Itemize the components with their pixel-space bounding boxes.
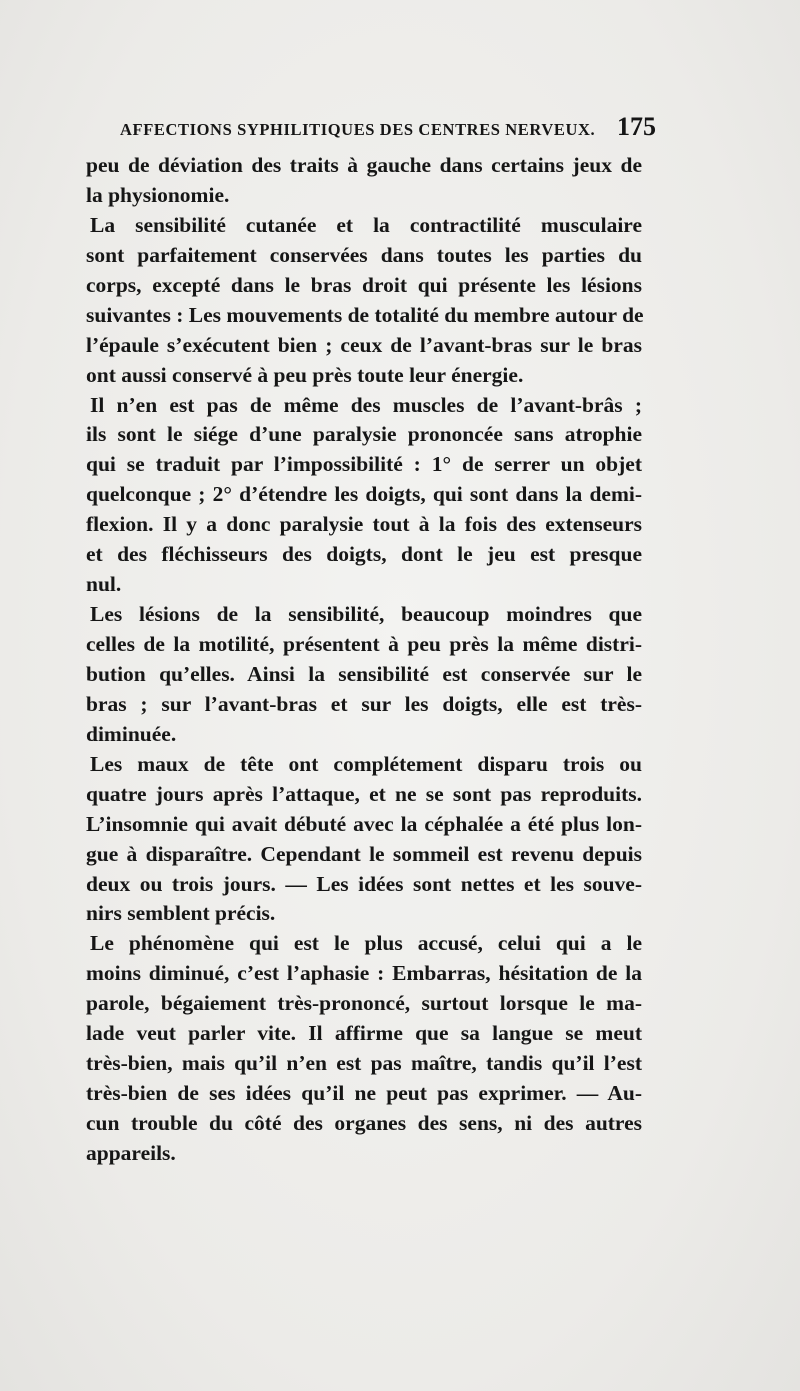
body-text bbox=[86, 151, 642, 1169]
text-line-content: L’insomnie qui avait débuté avec la céphalée a été plus lon- bbox=[86, 811, 642, 836]
text-line-content: appareils. bbox=[86, 1140, 176, 1165]
text-line bbox=[86, 301, 642, 331]
text-line-content: cun trouble du côté des organes des sens, ni des autres bbox=[86, 1111, 642, 1135]
text-line-content: et des fléchisseurs des doigts, dont le jeu est presque bbox=[86, 542, 642, 567]
text-line bbox=[86, 361, 642, 391]
text-line-content: ils sont le siége d’une paralysie prononcée sans atrophie bbox=[86, 422, 642, 447]
page-header bbox=[86, 112, 656, 146]
text-line bbox=[86, 271, 642, 301]
text-line bbox=[86, 450, 642, 480]
text-line-content: quelconque ; 2° d’étendre les doigts, qui sont dans la demi- bbox=[86, 482, 642, 507]
text-line-content: flexion. Il y a donc paralysie tout à la fois des extenseurs bbox=[86, 512, 642, 537]
text-line-content: corps, excepté dans le bras droit qui présente les lésions bbox=[86, 272, 642, 297]
text-line-content: Les lésions de la sensibilité, beaucoup moindres que bbox=[90, 602, 642, 627]
text-line bbox=[86, 630, 642, 660]
text-line-content: deux ou trois jours. — Les idées sont nettes et les souve- bbox=[86, 871, 642, 896]
text-line bbox=[86, 181, 642, 211]
text-line bbox=[86, 690, 642, 720]
text-line bbox=[86, 929, 642, 959]
text-line bbox=[86, 750, 642, 780]
text-line bbox=[86, 1109, 642, 1139]
text-line-content: diminuée. bbox=[86, 721, 177, 746]
text-line-content: lade veut parler vite. Il affirme que sa langue se meut bbox=[86, 1021, 642, 1046]
text-line bbox=[86, 241, 642, 271]
text-line bbox=[86, 480, 642, 510]
text-line bbox=[86, 899, 642, 929]
text-line bbox=[86, 780, 642, 810]
text-line bbox=[86, 989, 642, 1019]
text-line bbox=[86, 211, 642, 241]
text-line-content: Les maux de tête ont complétement disparu trois ou bbox=[90, 751, 642, 776]
page-number: 175 bbox=[617, 112, 656, 141]
text-line-content: nul. bbox=[86, 572, 122, 597]
text-line-content: ont aussi conservé à peu près toute leur énergie. bbox=[86, 362, 524, 387]
text-line bbox=[86, 1019, 642, 1049]
text-line bbox=[86, 540, 642, 570]
running-head: AFFECTIONS SYPHILITIQUES DES CENTRES NERVEUX. bbox=[120, 120, 596, 139]
text-line bbox=[86, 870, 642, 900]
text-line-content: suivantes : Les mouvements de totalité du membre autour de bbox=[86, 302, 644, 327]
text-line bbox=[86, 391, 642, 421]
text-line-content: très-bien de ses idées qu’il ne peut pas exprimer. — Au- bbox=[86, 1081, 642, 1106]
text-line bbox=[86, 570, 642, 600]
text-line bbox=[86, 510, 642, 540]
text-line-content: sont parfaitement conservées dans toutes les parties du bbox=[86, 242, 642, 267]
text-line-content: qui se traduit par l’impossibilité : 1° de serrer un objet bbox=[86, 452, 642, 477]
text-line bbox=[86, 1049, 642, 1079]
text-line-content: parole, bégaiement très-prononcé, surtout lorsque le ma- bbox=[86, 991, 642, 1016]
text-line-content: Il n’en est pas de même des muscles de l’avant-brâs ; bbox=[90, 392, 642, 417]
text-line bbox=[86, 959, 642, 989]
text-line bbox=[86, 840, 642, 870]
text-line-content: la physionomie. bbox=[86, 182, 230, 207]
text-line bbox=[86, 600, 642, 630]
text-line-content: très-bien, mais qu’il n’en est pas maître, tandis qu’il l’est bbox=[86, 1051, 642, 1076]
text-line-content: bras ; sur l’avant-bras et sur les doigts, elle est très- bbox=[86, 691, 642, 716]
text-line-content: quatre jours après l’attaque, et ne se sont pas reproduits. bbox=[86, 781, 642, 806]
text-line-content: peu de déviation des traits à gauche dans certains jeux de bbox=[86, 153, 642, 177]
text-line-content: bution qu’elles. Ainsi la sensibilité est conservée sur le bbox=[86, 661, 642, 686]
text-line bbox=[86, 720, 642, 750]
text-line-content: moins diminué, c’est l’aphasie : Embarras, hésitation de la bbox=[86, 961, 642, 986]
text-line bbox=[86, 1079, 642, 1109]
text-line bbox=[86, 1139, 642, 1169]
text-line-content: nirs semblent précis. bbox=[86, 901, 276, 926]
text-line bbox=[86, 331, 642, 361]
text-line-content: La sensibilité cutanée et la contractilité musculaire bbox=[90, 212, 642, 237]
text-line bbox=[86, 810, 642, 840]
text-line-content: celles de la motilité, présentent à peu près la même distri- bbox=[86, 632, 642, 656]
text-line-content: gue à disparaître. Cependant le sommeil est revenu depuis bbox=[86, 841, 642, 866]
text-line-content: l’épaule s’exécutent bien ; ceux de l’avant-bras sur le bras bbox=[86, 332, 642, 357]
text-line bbox=[86, 420, 642, 450]
text-line bbox=[86, 660, 642, 690]
text-line-content: Le phénomène qui est le plus accusé, celui qui a le bbox=[90, 931, 642, 956]
text-line bbox=[86, 151, 642, 181]
